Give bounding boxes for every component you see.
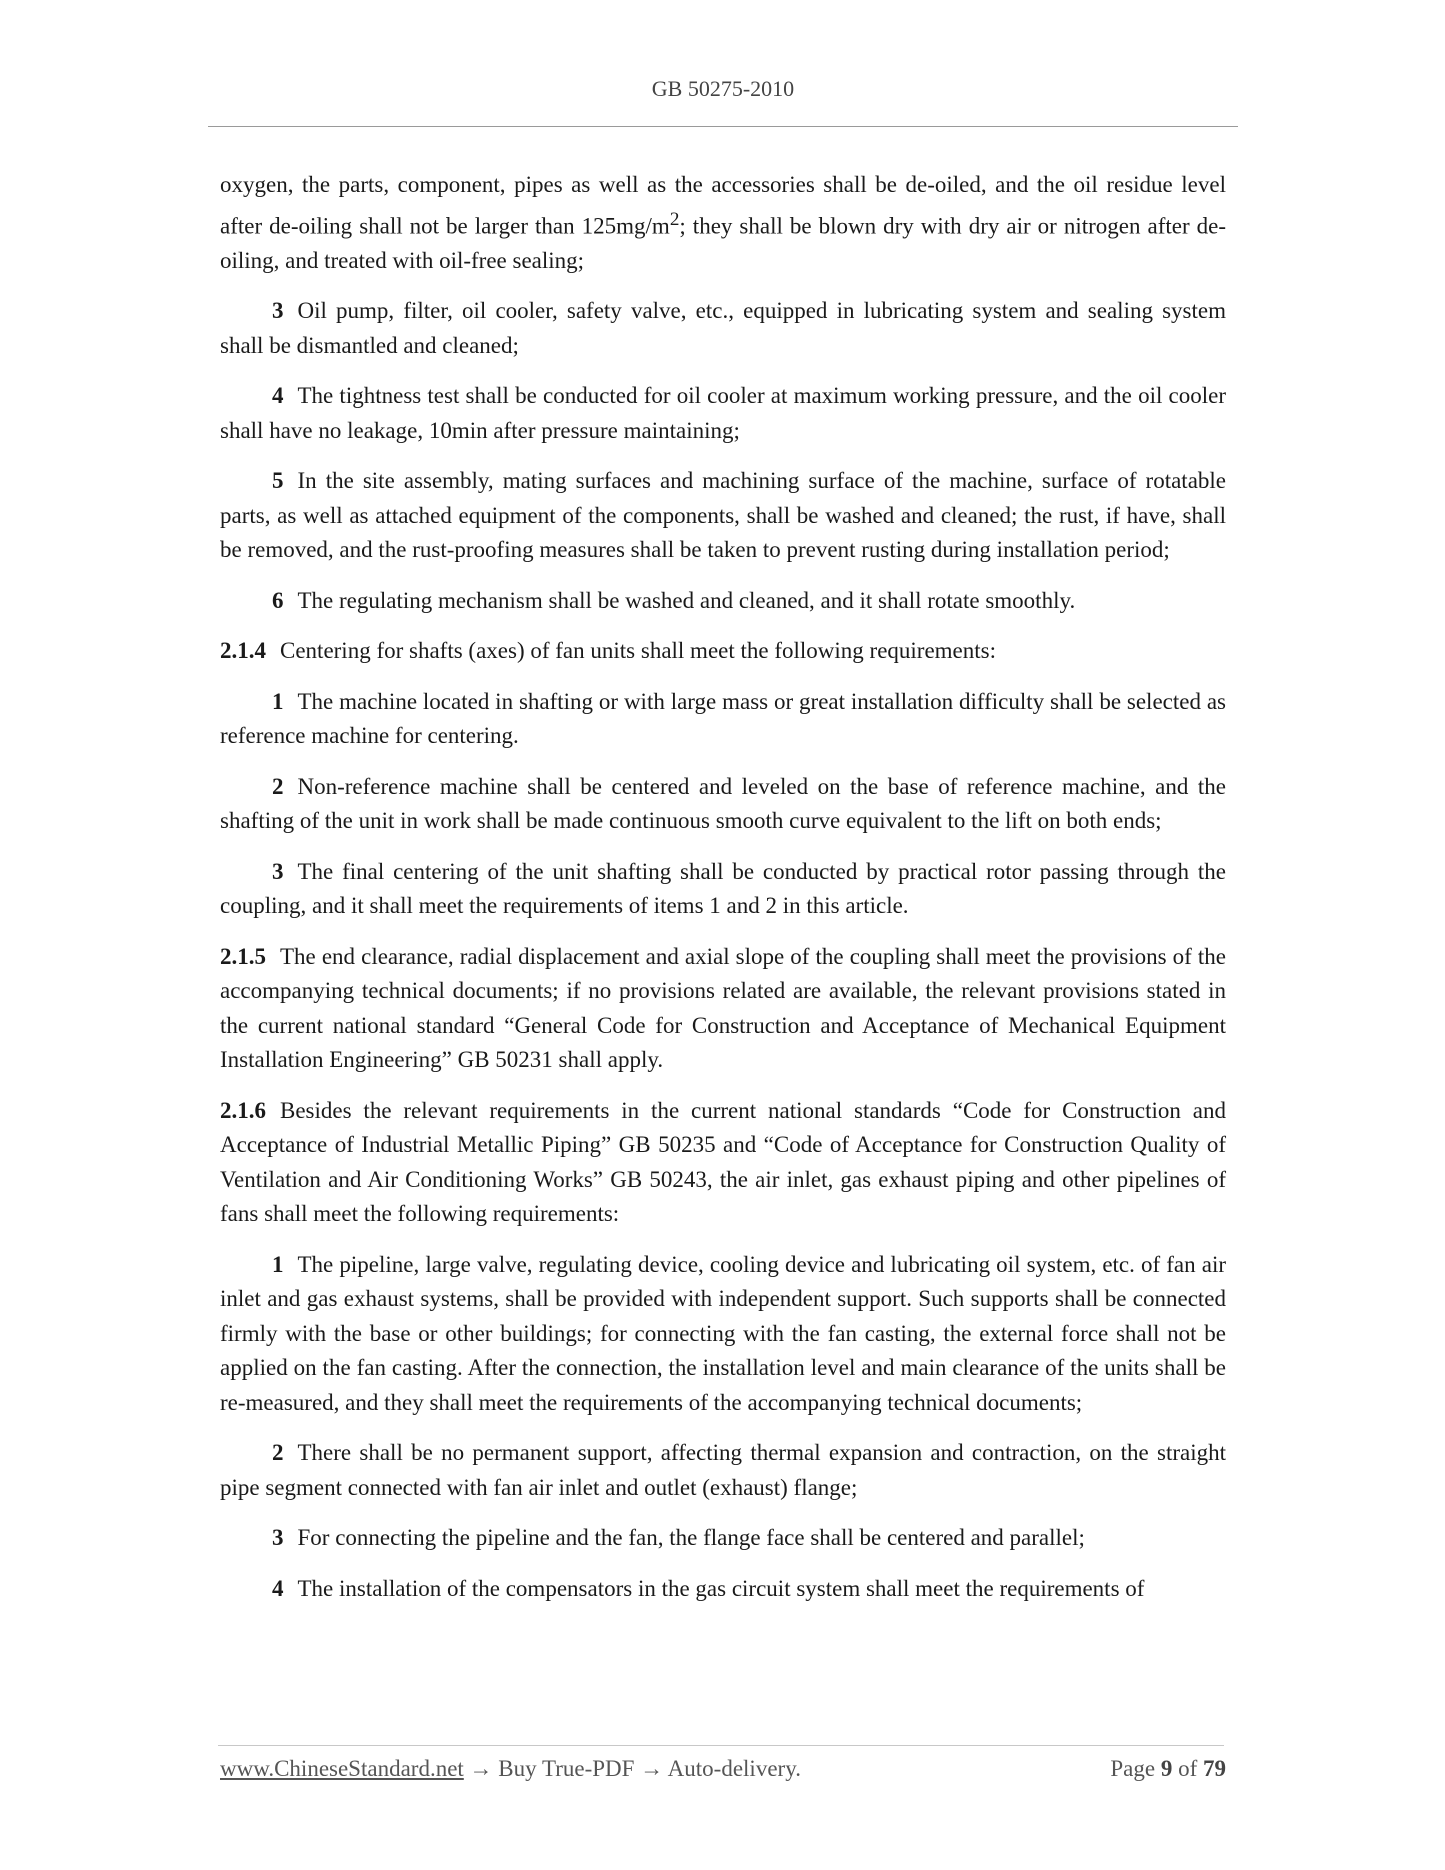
document-header: GB 50275-2010 <box>651 76 795 101</box>
item-3-oil-pump: 3 Oil pump, filter, oil cooler, safety valve, etc., equipped in lubricating system and sealing system shall be dismantled and cleaned; <box>220 298 1226 358</box>
current-page: 9 <box>1160 1756 1173 1781</box>
header-rule <box>208 126 1238 127</box>
item-1-pipeline-support: 1 The pipeline, large valve, regulating device, cooling device and lubricating oil system, etc. of fan air inlet and gas exhaust systems, shall be provided with independent support. Such supports shall be connected firmly with the base or other buildings; for connecting with the fan casting, the external force shall not be applied on the fan casting. After the connection, the installation level and main clearance of the units shall be re-measured, and they shall meet the requirements of the accompanying technical documents; <box>220 1251 1226 1415</box>
item-2-non-reference-machine: 2 Non-reference machine shall be centered and leveled on the base of reference machine, and the shafting of the unit in work shall be made continuous smooth curve equivalent to the lift on both ends; <box>220 773 1226 834</box>
page-number: Page 9 of 79 <box>1110 1756 1226 1781</box>
page-footer <box>220 1756 1226 1782</box>
arrow-right-icon: → <box>469 1756 493 1781</box>
total-pages: 79 <box>1203 1756 1226 1781</box>
buy-pdf-text: Buy True-PDF <box>498 1756 635 1781</box>
item-1-reference-machine: 1 The machine located in shafting or with large mass or great installation difficulty shall be selected as reference machine for centering. <box>220 688 1226 749</box>
paragraph-oxygen-deoiling: oxygen, the parts, component, pipes as well as the accessories shall be de-oiled, and the oil residue level after de-oiling shall not be larger than $125mg/m^2$; they shall be blown dry with dry air or nitrogen after de-oiling, and treated with oil-free sealing; <box>220 172 1227 273</box>
item-5-site-assembly: 5 In the site assembly, mating surfaces and machining surface of the machine, surface of rotatable parts, as well as attached equipment of the components, shall be washed and cleaned; the rust, if have, shall be removed, and the rust-proofing measures shall be taken to prevent rusting during installation period; <box>220 468 1226 563</box>
item-4-tightness-test: 4 The tightness test shall be conducted for oil cooler at maximum working pressure, and the oil cooler shall have no leakage, 10min after pressure maintaining; <box>220 383 1226 443</box>
site-link[interactable]: www.ChineseStandard.net <box>220 1756 464 1781</box>
item-2-no-permanent-support: 2 There shall be no permanent support, affecting thermal expansion and contraction, on the straight pipe segment connected with fan air inlet and outlet (exhaust) flange; <box>220 1440 1226 1500</box>
arrow-right-icon: → <box>640 1756 664 1781</box>
footer-rule <box>218 1745 1224 1746</box>
auto-delivery-text: Auto-delivery. <box>667 1756 801 1781</box>
item-4-compensators: 4 The installation of the compensators in the gas circuit system shall meet the requirements of <box>272 1575 1145 1601</box>
item-6-regulating-mechanism: 6 The regulating mechanism shall be washed and cleaned, and it shall rotate smoothly. <box>272 587 1076 613</box>
clause-2-1-6: 2.1.6 Besides the relevant requirements in the current national standards “Code for Construction and Acceptance of Industrial Metallic Piping” GB 50235 and “Code of Acceptance for Construction Quality of Ventilation and Air Conditioning Works” GB 50243, the air inlet, gas exhaust piping and other pipelines of fans shall meet the following requirements: <box>220 1097 1226 1227</box>
item-3-flange-centered: 3 For connecting the pipeline and the fan, the flange face shall be centered and parallel; <box>272 1525 1085 1551</box>
footer-promo <box>220 1756 801 1781</box>
clause-2-1-4: 2.1.4 Centering for shafts (axes) of fan units shall meet the following requirements: <box>220 638 996 664</box>
item-3-final-centering: 3 The final centering of the unit shafting shall be conducted by practical rotor passing through the coupling, and it shall meet the requirements of items 1 and 2 in this article. <box>220 858 1226 919</box>
document-body <box>220 168 1226 1622</box>
clause-2-1-5: 2.1.5 The end clearance, radial displacement and axial slope of the coupling shall meet the provisions of the accompanying technical documents; if no provisions related are available, the relevant provisions stated in the current national standard “General Code for Construction and Acceptance of Mechanical Equipment Installation Engineering” GB 50231 shall apply. <box>220 943 1226 1073</box>
